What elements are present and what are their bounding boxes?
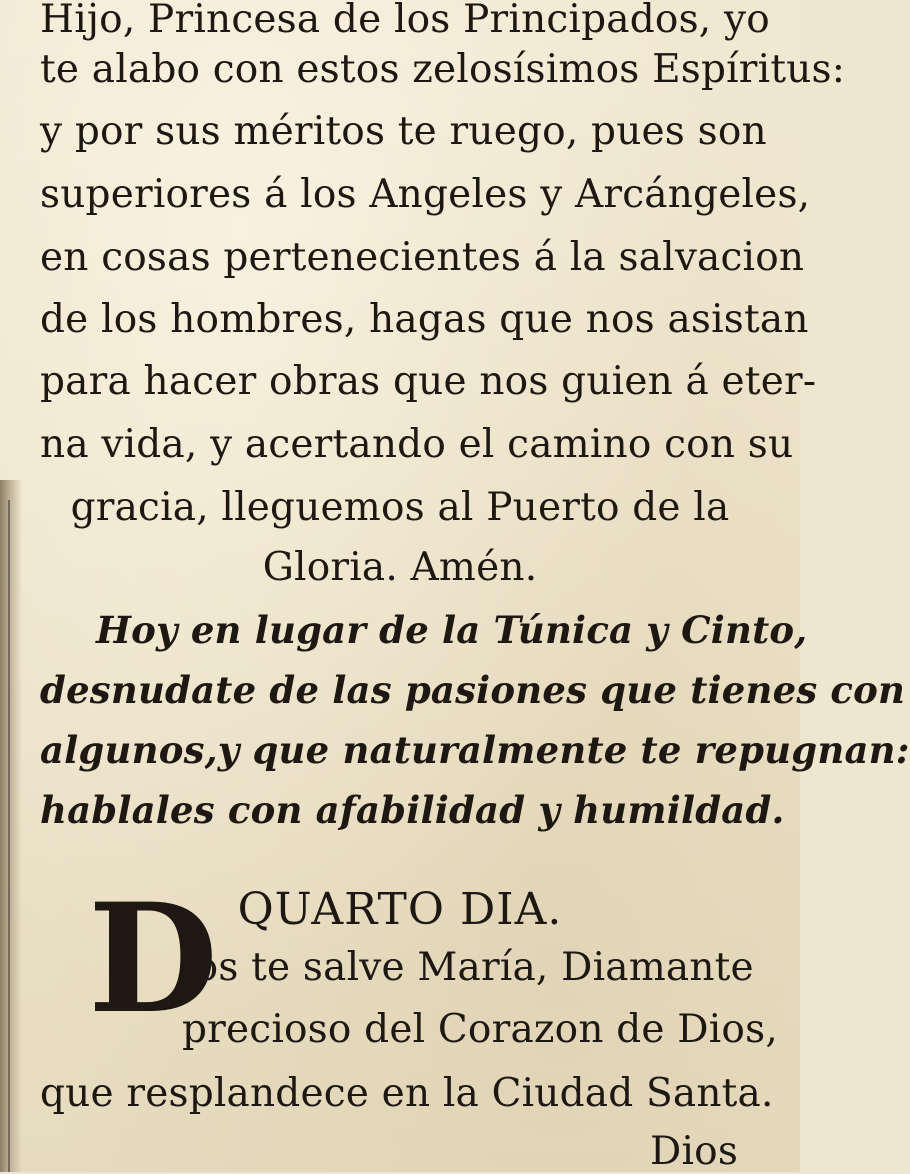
text-line-4: superiores á los Angeles y Arcángeles, <box>40 172 811 217</box>
italic-line-2: desnudate de las pasiones que tienes con <box>40 668 906 712</box>
text-line-9: gracia, lleguemos al Puerto de la <box>70 485 730 530</box>
text-line-8: na vida, y acertando el camino con su <box>40 422 794 467</box>
italic-line-3: algunos,y que naturalmente te repugnan: <box>40 728 910 772</box>
text-line-3: y por sus méritos te ruego, pues son <box>40 109 767 154</box>
catchword: Dios <box>650 1129 739 1174</box>
text-line-1: Hijo, Princesa de los Principados, yo <box>40 0 770 42</box>
italic-line-1: Hoy en lugar de la Túnica y Cinto, <box>96 608 808 652</box>
italic-line-4: hablales con afabilidad y humildad. <box>40 788 785 832</box>
text-line-7: para hacer obras que nos guien á eter- <box>40 359 817 404</box>
text-line-2: te alabo con estos zelosísimos Espíritus: <box>40 47 846 92</box>
text-line-10: Gloria. Amén. <box>262 545 538 590</box>
page-binding-line <box>8 500 10 1172</box>
dropcap-line-1: ios te salve María, Diamante <box>182 945 754 990</box>
section-heading: QUARTO DIA. <box>237 884 563 935</box>
text-line-final: que resplandece en la Ciudad Santa. <box>40 1071 774 1116</box>
dropcap-line-2: precioso del Corazon de Dios, <box>182 1007 778 1052</box>
text-line-5: en cosas pertenecientes á la salvacion <box>40 235 805 280</box>
drop-capital: D <box>88 871 219 1047</box>
text-line-6: de los hombres, hagas que nos asistan <box>40 297 809 342</box>
